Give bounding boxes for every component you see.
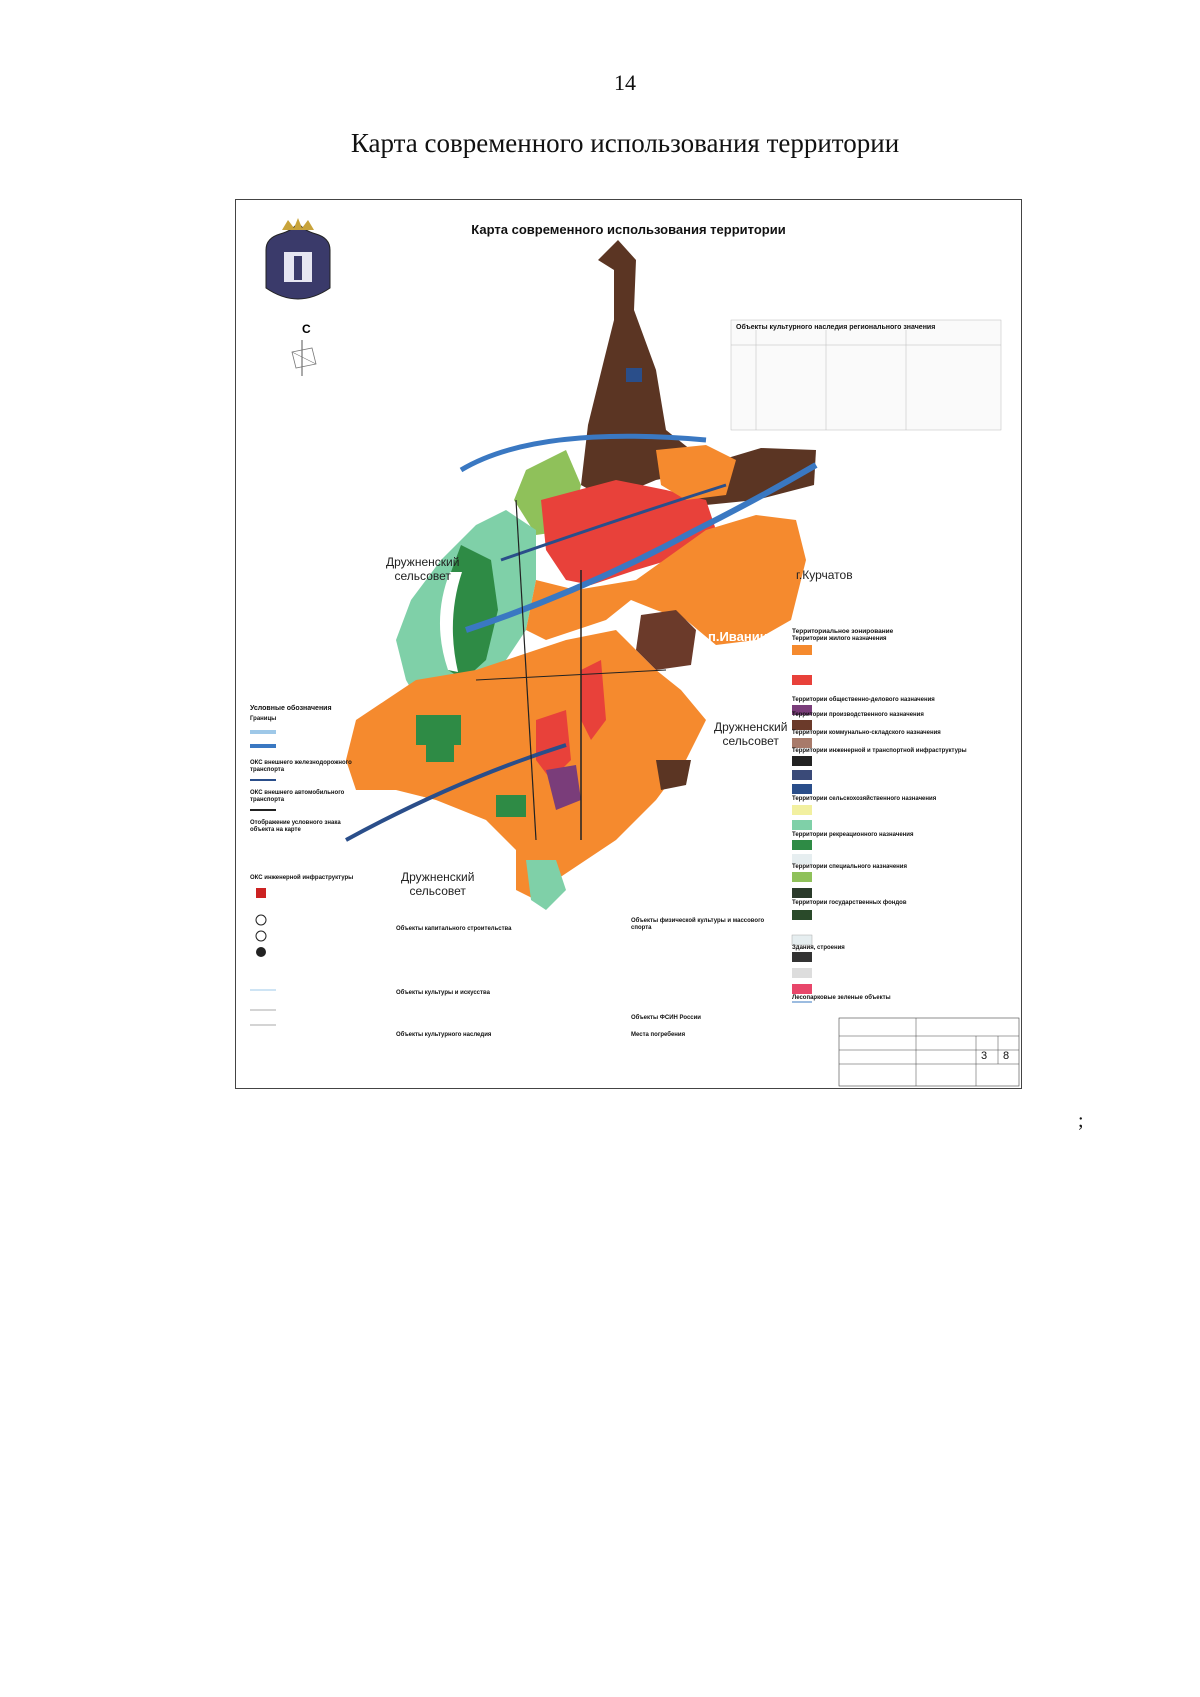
legend-right-section: Территории производственного назначения [792, 712, 924, 718]
legend-right-section: Территории специального назначения [792, 864, 907, 870]
territory-map [236, 200, 1021, 1088]
legend-center2-section: Объекты физической культуры и массового спорта [631, 918, 765, 931]
place-label-druzhnenskiy-e: Дружненский сельсовет [714, 720, 788, 748]
stamp-sheet-left: 3 [981, 1050, 988, 1062]
page-title: Карта современного использования территории [350, 128, 900, 158]
place-label-kurchatov: г.Курчатов [796, 568, 853, 582]
legend-right-section: Территории жилого назначения [792, 636, 887, 642]
place-label-druzhnenskiy-sw: Дружненский сельсовет [401, 870, 475, 898]
legend-left-section: Отображение условного знака объекта на карте [250, 820, 341, 833]
legend-left-section: ОКС внешнего железнодорожного транспорта [250, 760, 352, 773]
place-label-ivanino: п.Иванино [708, 629, 776, 644]
stamp-sheet-right: 8 [1003, 1050, 1010, 1062]
legend-right-title: Территориальное зонирование [792, 628, 894, 635]
legend-right-section: Территории инженерной и транспортной инфраструктуры [792, 748, 967, 754]
trailing-punctuation: ; [1078, 1110, 1084, 1132]
legend-center-section: Объекты капитального строительства [396, 926, 512, 932]
map-title: Карта современного использования территории [471, 222, 786, 237]
legend-left-section: ОКС внешнего автомобильного транспорта [250, 790, 345, 803]
legend-left-title: Условные обозначения [250, 705, 332, 712]
legend-center-section: Объекты культурного наследия [396, 1032, 492, 1038]
place-label-druzhnenskiy-nw: Дружненский сельсовет [386, 555, 460, 583]
legend-right-section: Территории коммунально-складского назначения [792, 730, 941, 736]
heritage-table [731, 320, 1001, 430]
legend-center2-section: Места погребения [631, 1032, 686, 1038]
title-block [839, 1018, 1019, 1086]
legend-right-section: Территории общественно-делового назначения [792, 697, 935, 703]
compass-north-label: С [302, 322, 311, 336]
legend-center-section: Объекты культуры и искусства [396, 990, 490, 996]
legend-right-section: Здания, строения [792, 945, 845, 951]
map-frame [235, 199, 1022, 1089]
compass-icon [292, 340, 316, 376]
legend-center2-section: Объекты ФСИН России [631, 1015, 701, 1021]
legend-right-section: Лесопарковые зеленые объекты [792, 995, 891, 1001]
legend-right-section: Территории государственных фондов [792, 900, 907, 906]
legend-right-section: Территории сельскохозяйственного назначения [792, 796, 937, 802]
legend-left-section: ОКС инженерной инфраструктуры [250, 875, 354, 881]
legend-right-section: Территории рекреационного назначения [792, 832, 914, 838]
heritage-table-title: Объекты культурного наследия регионального значения [736, 324, 936, 331]
page-number: 14 [614, 70, 636, 95]
legend-left-section: Границы [250, 716, 277, 722]
